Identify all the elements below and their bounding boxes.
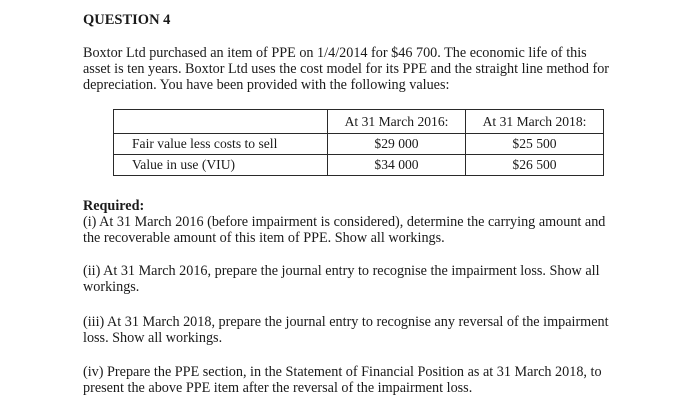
intro-line: depreciation. You have been provided with the following values:	[83, 77, 450, 93]
required-line: the recoverable amount of this item of PPE. Show all workings.	[83, 230, 445, 246]
value-2018: $25 500	[466, 134, 604, 155]
value-2016: $29 000	[328, 134, 466, 155]
value-2018: $26 500	[466, 155, 604, 176]
row-label: Fair value less costs to sell	[114, 134, 328, 155]
required-line: workings.	[83, 279, 140, 295]
required-line: loss. Show all workings.	[83, 330, 223, 346]
table-header-2016: At 31 March 2016:	[328, 110, 466, 134]
question-intro	[83, 45, 623, 93]
table-header-2018: At 31 March 2018:	[466, 110, 604, 134]
required-line: (ii) At 31 March 2016, prepare the journal entry to recognise the impairment loss. Show all	[83, 263, 600, 279]
intro-line: Boxtor Ltd purchased an item of PPE on 1/4/2014 for $46 700. The economic life of this	[83, 45, 587, 61]
values-table	[113, 109, 604, 176]
required-item-i	[83, 214, 605, 246]
row-label: Value in use (VIU)	[114, 155, 328, 176]
table-row	[114, 134, 604, 155]
required-heading: Required:	[83, 198, 145, 214]
table-row	[114, 155, 604, 176]
required-line: (iii) At 31 March 2018, prepare the journal entry to recognise any reversal of the impairment	[83, 314, 609, 330]
required-item-ii	[83, 263, 600, 295]
required-line: present the above PPE item after the reversal of the impairment loss.	[83, 380, 473, 396]
required-line: (iv) Prepare the PPE section, in the Statement of Financial Position as at 31 March 2018, to	[83, 364, 602, 380]
table-header-blank	[114, 110, 328, 134]
required-line: (i) At 31 March 2016 (before impairment is considered), determine the carrying amount and	[83, 214, 606, 230]
value-2016: $34 000	[328, 155, 466, 176]
question-title: QUESTION 4	[83, 12, 171, 28]
required-item-iv	[83, 364, 602, 396]
required-item-iii	[83, 314, 609, 346]
table-header-row	[114, 110, 604, 134]
required-section	[83, 198, 643, 396]
intro-line: asset is ten years. Boxtor Ltd uses the cost model for its PPE and the straight line method for	[83, 61, 610, 77]
